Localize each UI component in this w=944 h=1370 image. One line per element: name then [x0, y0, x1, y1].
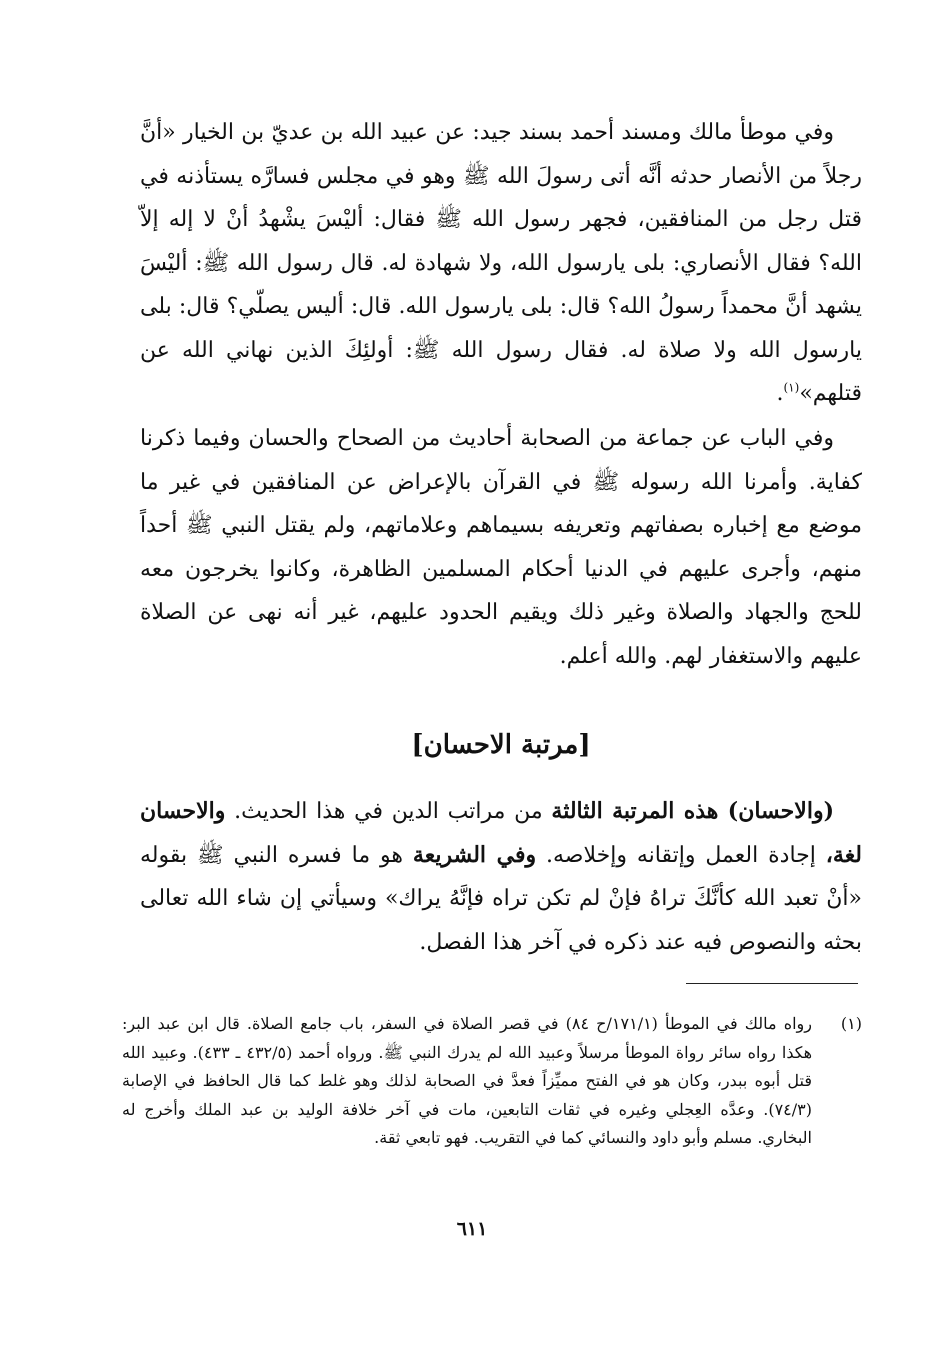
footnote-divider: [686, 983, 858, 984]
term-sharia: وفي الشريعة: [412, 841, 537, 868]
paragraph-2: [140, 417, 862, 678]
paragraph-3-text-1: من مراتب الدين في هذا الحديث.: [225, 799, 552, 824]
paragraph-1-end: .: [776, 381, 784, 406]
term-ihsan-language: والاحسان لغة،: [140, 798, 863, 868]
paragraph-2-text: وفي الباب عن جماعة من الصحابة أحاديث من الصحاح والحسان وفيما ذكرنا كفاية. وأمرنا الله رسوله ﷺ في القرآن بالإعراض عن المنافقين في غير ما موضع مع إخباره بصفاتهم وتعريفه بسيماهم وعلاماتهم، ولم يقتل النبي ﷺ أحداً منهم، وأجرى عليهم في الدنيا أحكام المسلمين الظاهرة، وكانوا يخرجون معه للحج والجهاد والصلاة وغير ذلك ويقيم الحدود عليهم، غير أنه نهى عن الصلاة عليهم والاستغفار لهم. والله أعلم.: [140, 426, 862, 669]
page-number: ٦١١: [456, 1218, 488, 1240]
footnote-number: (١): [840, 1014, 862, 1033]
term-ihsan-heading: (والاحسان) هذه المرتبة الثالثة: [551, 798, 834, 824]
footnote-text: رواه مالك في الموطأ (١٧١/١/ح ٨٤) في قصر الصلاة في السفر، باب جامع الصلاة. قال ابن عبد البر: هكذا رواه سائر رواة الموطأ مرسلاً وعبيد الله لم يدرك النبي ﷺ. ورواه أحمد (٤٣٢/٥ ـ ٤٣٣). وعبيد الله قتل أبوه ببدر، وكان هو في الفتح مميِّزاً فعدَّ في الصحابة لذلك وهو غلط كما قال الحافظ في الإصابة (٧٤/٣). وعدَّه العِجلي وغيره في ثقات التابعين، مات في آخر خلافة الوليد بن عبد الملك وأخرج له البخاري. مسلم وأبو داود والنسائي كما في التقريب. فهو تابعي ثقة.: [122, 1014, 813, 1147]
footnote-reference: (١): [783, 380, 800, 395]
paragraph-3: [140, 790, 862, 964]
paragraph-1: [140, 111, 862, 416]
paragraph-3-text-2: إجادة العمل وإتقانه وإخلاصه.: [536, 842, 826, 868]
paragraph-1-text: وفي موطأ مالك ومسند أحمد بسند جيد: عن عبيد الله بن عديّ بن الخيار «أنَّ رجلاً من الأنصار حدثه أنَّه أتى رسولَ الله ﷺ وهو في مجلس فسارَّه يستأذنه في قتل رجل من المنافقين، فجهر رسول الله ﷺ فقال: أليْسَ يشْهدُ أنْ لا إله إلاّ الله؟ فقال الأنصاري: بلى يارسول الله، ولا شهادة له. قال رسول الله ﷺ: أليْسَ يشهد أنَّ محمداً رسولُ الله؟ قال: بلى يارسول الله. قال: أليس يصلّي؟ قال: بلى يارسول الله ولا صلاة له. فقال رسول الله ﷺ: أولئِكَ الذين نهاني الله عن قتلهم»: [140, 120, 862, 406]
footnote: [122, 1010, 862, 1153]
section-heading: [مرتبة الاحسان]: [411, 730, 591, 760]
paragraph-3-text-3: هو ما فسره النبي ﷺ بقوله «أنْ تعبد الله كأنَّكَ تراهُ فإنْ لم تكن تراه فإنَّهُ يراك» وسيأتي إن شاء الله تعالى بحثه والنصوص فيه عند ذكره في آخر هذا الفصل.: [140, 842, 862, 955]
